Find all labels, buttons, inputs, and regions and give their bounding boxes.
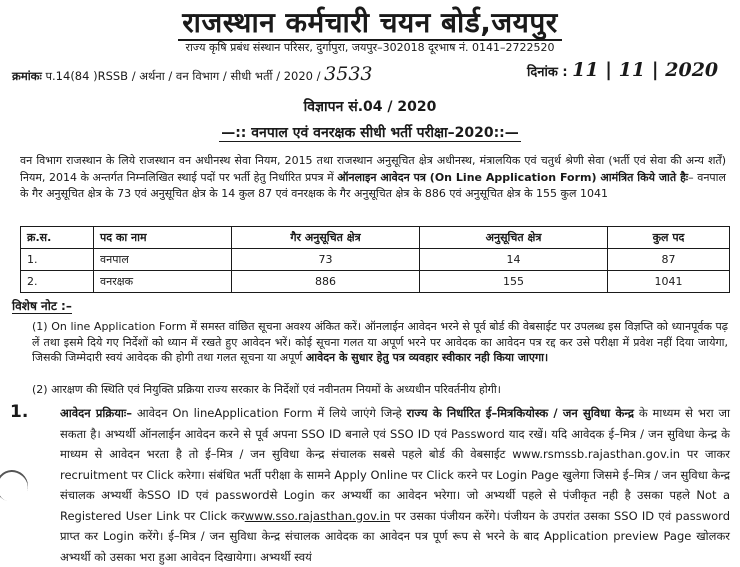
intro-paragraph: वन विभाग राजस्थान के लिये राजस्थान वन अधीनस्थ सेवा नियम, 2015 तथा राजस्थान अनुसूचित क्षेत्र अधीनस्थ, मंत्रालयिक एवं चतुर्थ श्रेणी सेवा (भर्ती एवं सेवा की अन्य शर्तें) नियम, 2014 के अन्तर्गत निम्नलिखित स्थाई पदों पर भर्ती हेतु निर्धारित प्रपत्र में ऑनलाइन आवेदन पत्र (On Line Application Form) आमंत्रित किये जाते हैः– वनपाल के गैर अनुसूचित क्षेत्र के 73 एवं अनुसूचित क्षेत्र के 14 कुल 87 एवं वनरक्षक के गैर अनुसूचित क्षेत्र के 886 एवं अनुसूचित क्षेत्र के 155 कुल 1041 <box>20 154 726 200</box>
handwritten-date: 11 | 11 | 2020 <box>572 59 719 81</box>
table-cell: 886 <box>232 271 420 293</box>
table-cell: 14 <box>420 249 608 271</box>
table-cell: 1. <box>21 249 94 271</box>
special-note-1: (1) On line Application Form में समस्त वांछित सूचना अवश्य अंकित करें। ऑनलाईन आवेदन भरने से पूर्व बोर्ड की वेबसाईट पर उपलब्ध इस विज्ञप्ति को ध्यानपूर्वक पढ़ लें तथा इसमे दिये गए निर्देशों को ध्यान में रखते हुए आवेदन भरें। कोई सूचना गलत या अपूर्ण भरने पर आवेदक का आवेदन पत्र रद्द कर उसे परीक्षा में प्रवेश नहीं दिया जायेगा, जिसकी जिम्मेदारी स्वयं आवेदक की होगी तथा गलत सूचना या अपूर्ण आवेदन के सुधार हेतु पत्र व्यवहार स्वीकार नही किया जाएगा। <box>32 320 728 364</box>
table-cell: वनरक्षक <box>94 271 232 293</box>
sso-link[interactable]: www.sso.rajasthan.gov.in <box>244 508 391 523</box>
table-row <box>21 249 730 271</box>
table-cell: 2. <box>21 271 94 293</box>
table-cell: 87 <box>608 249 730 271</box>
table-header: क्र.स. <box>21 227 94 249</box>
section-number: 1. <box>10 402 29 422</box>
posts-table <box>20 226 730 293</box>
special-note-heading: विशेष नोट :– <box>12 299 72 313</box>
table-cell: वनपाल <box>94 249 232 271</box>
margin-pen-mark <box>0 465 33 506</box>
table-header: पद का नाम <box>94 227 232 249</box>
letter-date: दिनांक : 11 | 11 | 2020 <box>527 59 719 81</box>
table-header-row <box>21 227 730 249</box>
exam-title: —:: वनपाल एवं वनरक्षक सीधी भर्ती परीक्षा–2020::— <box>221 125 519 141</box>
special-note-2: (2) आरक्षण की स्थिति एवं नियुक्ति प्रक्रिया राज्य सरकार के निर्देशों एवं नवीनतम नियमों के अध्यधीन परिवर्तनीय होगी। <box>32 383 501 396</box>
application-process-section: आवेदन प्रक्रियाः– आवेदन On lineApplication Form में लिये जाएंगे जिन्हे राज्य के निर्धारित ई–मित्रकियोस्क / जन सुविधा केन्द्र के माध्यम से भरा जा सकता है। अभ्यर्थी ऑनलाईन आवेदन करने से पूर्व अपना SSO ID बनाले एवं SSO ID एवं Password याद रखें। यदि आवेदक ई–मित्र / जन सुविधा केन्द्र के माध्यम से आवेदन भरता है तो ई–मित्र / जन सुविधा केन्द्र संचालक सबसे पहले बोर्ड की वेबसाईट www.rsmssb.rajasthan.gov.in पर जाकर recruitment पर Click करेगा। संबंधित भर्ती परीक्षा के सामने Apply Online पर Click करने पर Login Page खुलेगा जिसमे ई–मित्र / जन सुविधा केन्द्र संचालक अभ्यर्थी केSSO ID एवं passwordसे Login कर अभ्यर्थी का आवेदन भरेगा। जो अभ्यर्थी पहले से पंजीकृत नही है उसका पहले Not a Registered User Link पर Click करwww.sso.rajasthan.gov.in पर उसका पंजीयन करेंगे। पंजीयन के उपरांत उसका SSO ID एवं password प्राप्त कर Login करेंगे। ई–मित्र / जन सुविधा केन्द्र संचालक आवेदक का आवेदन पत्र पूर्ण रूप से भरने के बाद Application preview Page खोलकर अभ्यर्थी को उसका भरा हुआ आवेदन दिखायेगा। अभ्यर्थी स्वयं <box>60 406 731 564</box>
advertisement-number: विज्ञापन सं.04 / 2020 <box>303 99 437 115</box>
table-cell: 73 <box>232 249 420 271</box>
table-cell: 1041 <box>608 271 730 293</box>
section-title: आवेदन प्रक्रियाः– <box>60 406 132 420</box>
handwritten-reference: 3533 <box>324 63 373 85</box>
table-row <box>21 271 730 293</box>
table-header: कुल पद <box>608 227 730 249</box>
table-header: अनुसूचित क्षेत्र <box>420 227 608 249</box>
board-title: राजस्थान कर्मचारी चयन बोर्ड,जयपुर <box>0 3 740 41</box>
board-address: राज्य कृषि प्रबंध संस्थान परिसर, दुर्गापुरा, जयपुर–302018 दूरभाष नं. 0141–2722520 <box>185 41 555 54</box>
table-header: गैर अनुसूचित क्षेत्र <box>232 227 420 249</box>
table-cell: 155 <box>420 271 608 293</box>
reference-number: क्रमांकः प.14(84 )RSSB / अर्थना / वन विभाग / सीधी भर्ती / 2020 / 3533 <box>12 63 373 85</box>
